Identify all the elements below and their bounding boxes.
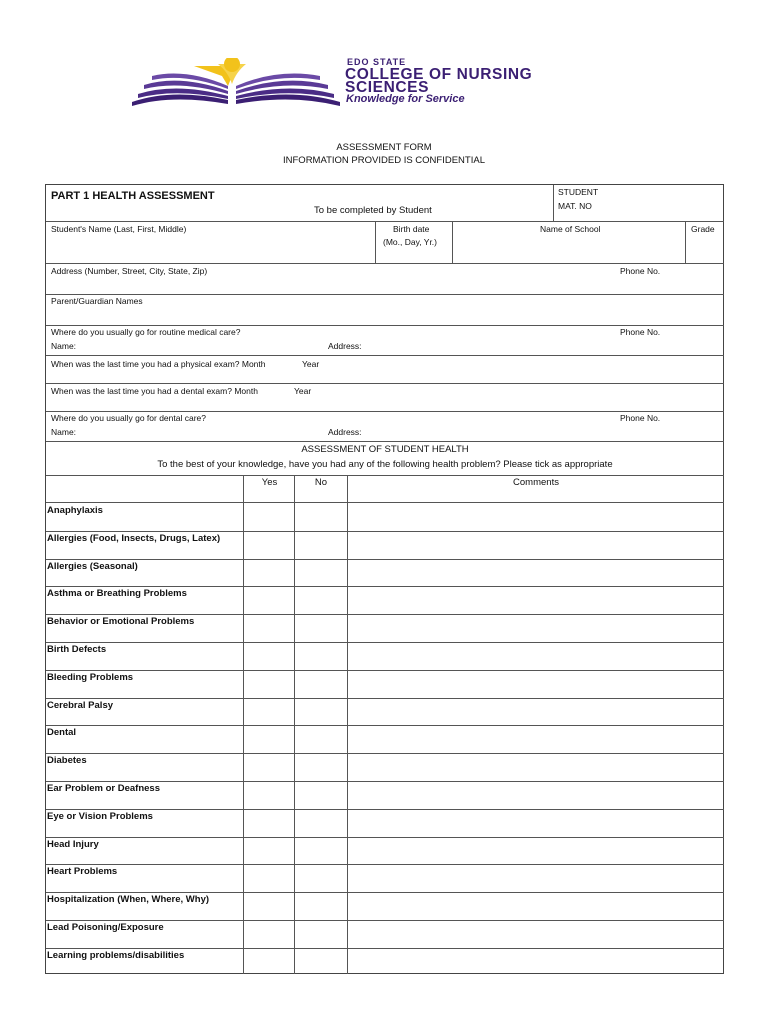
condition-comment-cell[interactable] (348, 809, 724, 836)
condition-label: Anaphylaxis (47, 505, 103, 516)
address-label: Address (Number, Street, City, State, Zip) (51, 266, 208, 276)
condition-no-cell[interactable] (295, 809, 347, 836)
col-yes-header: Yes (261, 477, 278, 488)
condition-label: Lead Poisoning/Exposure (47, 922, 164, 933)
condition-comment-cell[interactable] (348, 892, 724, 919)
mat-no-label: MAT. NO (558, 201, 592, 211)
col-comments-header: Comments (513, 477, 559, 488)
medical-address-label: Address: (328, 341, 362, 351)
completed-by-note: To be completed by Student (314, 205, 432, 216)
medical-phone-label: Phone No. (620, 327, 661, 337)
condition-yes-cell[interactable] (244, 586, 294, 613)
school-field[interactable] (453, 222, 685, 263)
mat-no-field[interactable] (554, 185, 724, 221)
medical-care-label: Where do you usually go for routine medical care? (51, 327, 241, 337)
condition-label: Cerebral Palsy (47, 699, 114, 711)
physical-exam-year-label: Year (302, 359, 320, 369)
grade-field[interactable] (686, 222, 724, 263)
condition-no-cell[interactable] (295, 948, 347, 975)
condition-no-cell[interactable] (295, 586, 347, 613)
condition-comment-cell[interactable] (348, 642, 724, 669)
condition-comment-cell[interactable] (348, 753, 724, 780)
condition-no-cell[interactable] (295, 531, 347, 558)
condition-comment-cell[interactable] (348, 698, 724, 725)
condition-comment-cell[interactable] (348, 948, 724, 975)
condition-no-cell[interactable] (295, 753, 347, 780)
condition-yes-cell[interactable] (244, 781, 294, 808)
condition-yes-cell[interactable] (244, 503, 294, 530)
guardian-field[interactable] (46, 295, 724, 325)
condition-yes-cell[interactable] (244, 559, 294, 586)
condition-no-cell[interactable] (295, 503, 347, 530)
condition-yes-cell[interactable] (244, 892, 294, 919)
dental-care-label: Where do you usually go for dental care? (51, 413, 206, 423)
condition-label: Behavior or Emotional Problems (47, 616, 195, 628)
condition-comment-cell[interactable] (348, 781, 724, 808)
condition-label: Bleeding Problems (47, 671, 134, 683)
condition-comment-cell[interactable] (348, 670, 724, 697)
condition-label: Diabetes (47, 755, 87, 767)
condition-label: Allergies (Seasonal) (47, 560, 138, 572)
birth-date-label: Birth date (393, 224, 430, 234)
health-assessment-form (45, 184, 724, 974)
school-label: Name of School (540, 224, 601, 234)
logo-name-line1: COLLEGE OF NURSING (345, 66, 533, 83)
condition-label: Ear Problem or Deafness (47, 783, 160, 794)
condition-no-cell[interactable] (295, 837, 347, 864)
medical-name-label: Name: (51, 341, 77, 351)
condition-label: Birth Defects (47, 644, 107, 655)
student-name-field[interactable] (46, 222, 374, 263)
condition-yes-cell[interactable] (244, 670, 294, 697)
dental-phone-label: Phone No. (620, 413, 661, 423)
condition-comment-cell[interactable] (348, 920, 724, 947)
condition-label: Eye or Vision Problems (47, 810, 153, 822)
condition-label: Head Injury (47, 838, 99, 850)
condition-yes-cell[interactable] (244, 837, 294, 864)
condition-yes-cell[interactable] (244, 531, 294, 558)
condition-comment-cell[interactable] (348, 837, 724, 864)
logo-state-text: EDO STATE (347, 57, 407, 67)
condition-comment-cell[interactable] (348, 614, 724, 641)
condition-no-cell[interactable] (295, 864, 347, 891)
condition-yes-cell[interactable] (244, 698, 294, 725)
student-name-label: Student's Name (Last, First, Middle) (51, 224, 187, 234)
condition-comment-cell[interactable] (348, 586, 724, 613)
condition-comment-cell[interactable] (348, 503, 724, 530)
college-logo (132, 58, 652, 110)
logo-name-line2: SCIENCES (345, 79, 430, 96)
assessment-instruction: To the best of your knowledge, have you had any of the following health problem? Please tick as appropriate (157, 459, 613, 470)
condition-comment-cell[interactable] (348, 725, 724, 752)
form-title: ASSESSMENT FORM (336, 142, 432, 153)
birth-date-format: (Mo., Day, Yr.) (383, 237, 438, 247)
condition-no-cell[interactable] (295, 920, 347, 947)
grade-label: Grade (691, 224, 715, 234)
condition-yes-cell[interactable] (244, 725, 294, 752)
condition-no-cell[interactable] (295, 670, 347, 697)
physical-exam-field[interactable] (46, 356, 724, 383)
condition-yes-cell[interactable] (244, 920, 294, 947)
condition-label: Allergies (Food, Insects, Drugs, Latex) (47, 532, 221, 544)
condition-no-cell[interactable] (295, 559, 347, 586)
condition-no-cell[interactable] (295, 781, 347, 808)
dental-address-label: Address: (328, 427, 362, 437)
medical-care-field[interactable] (46, 326, 724, 355)
condition-no-cell[interactable] (295, 725, 347, 752)
condition-yes-cell[interactable] (244, 753, 294, 780)
condition-yes-cell[interactable] (244, 809, 294, 836)
logo-tagline: Knowledge for Service (346, 93, 465, 105)
form-subtitle: INFORMATION PROVIDED IS CONFIDENTIAL (283, 155, 485, 166)
condition-label: Hospitalization (When, Where, Why) (47, 894, 210, 906)
condition-yes-cell[interactable] (244, 614, 294, 641)
condition-comment-cell[interactable] (348, 559, 724, 586)
col-no-header: No (314, 477, 328, 488)
condition-comment-cell[interactable] (348, 864, 724, 891)
condition-no-cell[interactable] (295, 698, 347, 725)
open-book-icon (132, 58, 342, 106)
dental-exam-field[interactable] (46, 384, 724, 411)
condition-label: Learning problems/disabilities (47, 949, 185, 961)
condition-label: Dental (47, 727, 77, 739)
condition-yes-cell[interactable] (244, 864, 294, 891)
dental-name-label: Name: (51, 427, 77, 437)
address-phone-label: Phone No. (620, 266, 661, 276)
address-field[interactable] (46, 264, 724, 294)
part1-title: PART 1 HEALTH ASSESSMENT (51, 190, 215, 202)
condition-comment-cell[interactable] (348, 531, 724, 558)
condition-no-cell[interactable] (295, 614, 347, 641)
condition-no-cell[interactable] (295, 642, 347, 669)
condition-yes-cell[interactable] (244, 642, 294, 669)
guardian-label: Parent/Guardian Names (51, 296, 143, 306)
condition-label: Asthma or Breathing Problems (47, 588, 187, 600)
dental-care-field[interactable] (46, 412, 724, 441)
physical-exam-label: When was the last time you had a physical exam? Month (51, 359, 266, 369)
dental-exam-label: When was the last time you had a dental exam? Month (51, 386, 258, 396)
assessment-title: ASSESSMENT OF STUDENT HEALTH (301, 444, 469, 455)
condition-no-cell[interactable] (295, 892, 347, 919)
birth-date-field[interactable] (376, 222, 452, 263)
student-label: STUDENT (558, 187, 599, 197)
condition-yes-cell[interactable] (244, 948, 294, 975)
condition-label: Heart Problems (47, 866, 118, 878)
dental-exam-year-label: Year (294, 386, 312, 396)
